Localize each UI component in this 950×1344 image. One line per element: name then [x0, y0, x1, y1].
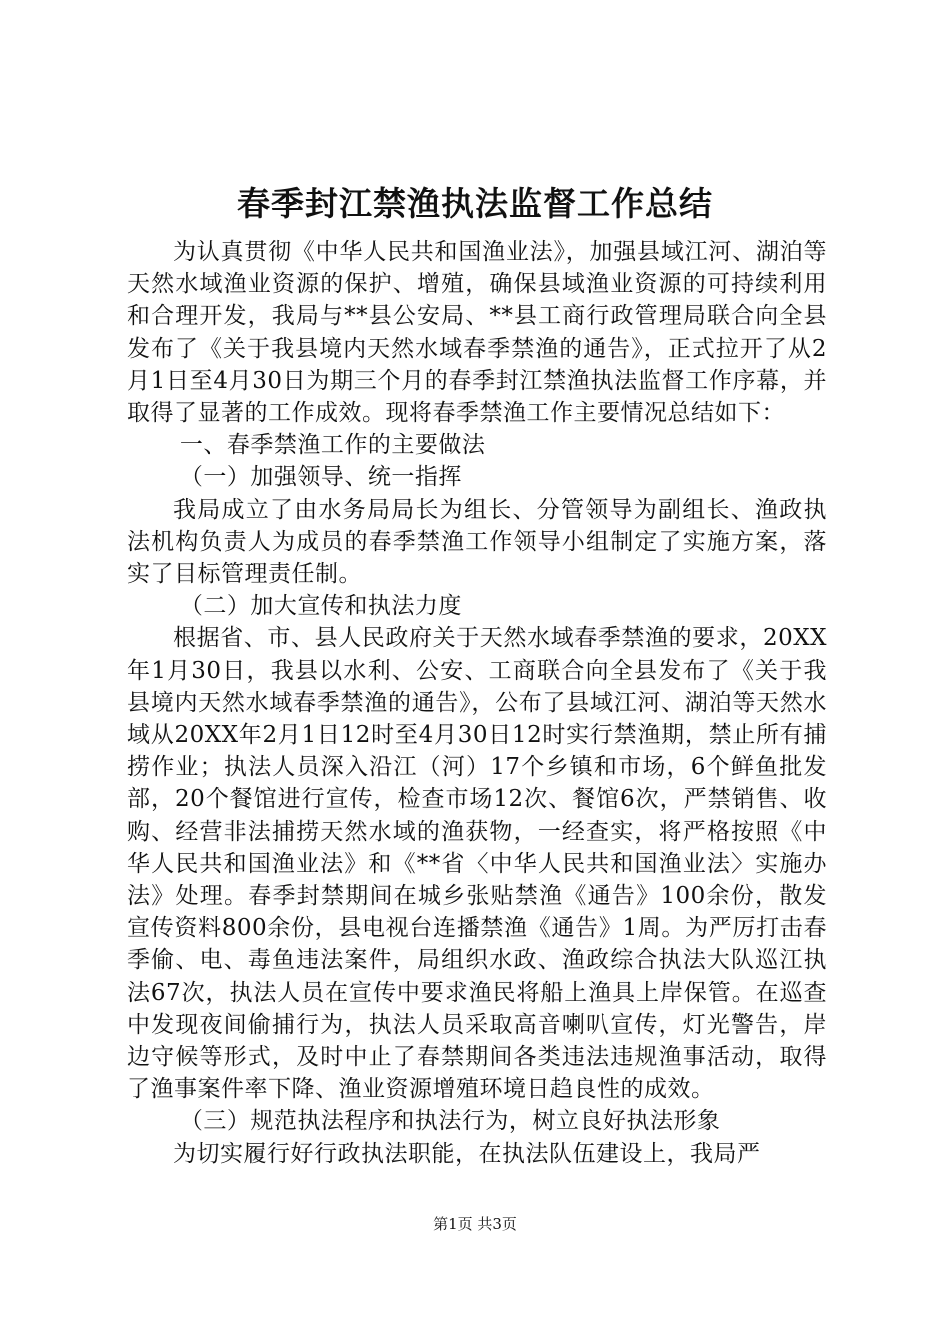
- document-body: [127, 236, 827, 1170]
- subsection-heading-1: （一）加强领导、统一指挥: [179, 464, 462, 491]
- intro-paragraph: 为认真贯彻《中华人民共和国渔业法》，加强县域江河、湖泊等天然水域渔业资源的保护、增殖，确保县域渔业资源的可持续利用和合理开发，我局与**县公安局、**县工商行政管理局联合向全县发布了《关于我县境内天然水域春季禁渔的通告》，正式拉开了从2月1日至4月30日为期三个月的春季封江禁渔执法监督工作序幕，并取得了显著的工作成效。现将春季禁渔工作主要情况总结如下：: [127, 239, 827, 427]
- subsection-heading-2: （二）加大宣传和执法力度: [179, 593, 462, 620]
- body-paragraph: 为切实履行好行政执法职能，在执法队伍建设上，我局严: [173, 1140, 761, 1167]
- page-number-footer: 第1页 共3页: [433, 1215, 517, 1233]
- subsection-heading-3: （三）规范执法程序和执法行为，树立良好执法形象: [179, 1108, 721, 1135]
- document-title: 春季封江禁渔执法监督工作总结: [237, 184, 713, 223]
- body-paragraph: 我局成立了由水务局局长为组长、分管领导为副组长、渔政执法机构负责人为成员的春季禁渔工作领导小组制定了实施方案，落实了目标管理责任制。: [127, 496, 827, 588]
- body-paragraph: 根据省、市、县人民政府关于天然水域春季禁渔的要求，20XX年1月30日，我县以水利、公安、工商联合向全县发布了《关于我县境内天然水域春季禁渔的通告》，公布了县域江河、湖泊等天然水域从20XX年2月1日12时至4月30日12时实行禁渔期，禁止所有捕捞作业；执法人员深入沿江（河）17个乡镇和市场，6个鲜鱼批发部，20个餐馆进行宣传，检查市场12次、餐馆6次，严禁销售、收购、经营非法捕捞天然水域的渔获物，一经查实，将严格按照《中华人民共和国渔业法》和《**省〈中华人民共和国渔业法〉实施办法》处理。春季封禁期间在城乡张贴禁渔《通告》100余份，散发宣传资料800余份，县电视台连播禁渔《通告》1周。为严厉打击春季偷、电、毒鱼违法案件，局组织水政、渔政综合执法大队巡江执法67次，执法人员在宣传中要求渔民将船上渔具上岸保管。在巡查中发现夜间偷捕行为，执法人员采取高音喇叭宣传，灯光警告，岸边守候等形式，及时中止了春禁期间各类违法违规渔事活动，取得了渔事案件率下降、渔业资源增殖环境日趋良性的成效。: [127, 625, 827, 1103]
- section-heading-1: 一、春季禁渔工作的主要做法: [179, 432, 486, 459]
